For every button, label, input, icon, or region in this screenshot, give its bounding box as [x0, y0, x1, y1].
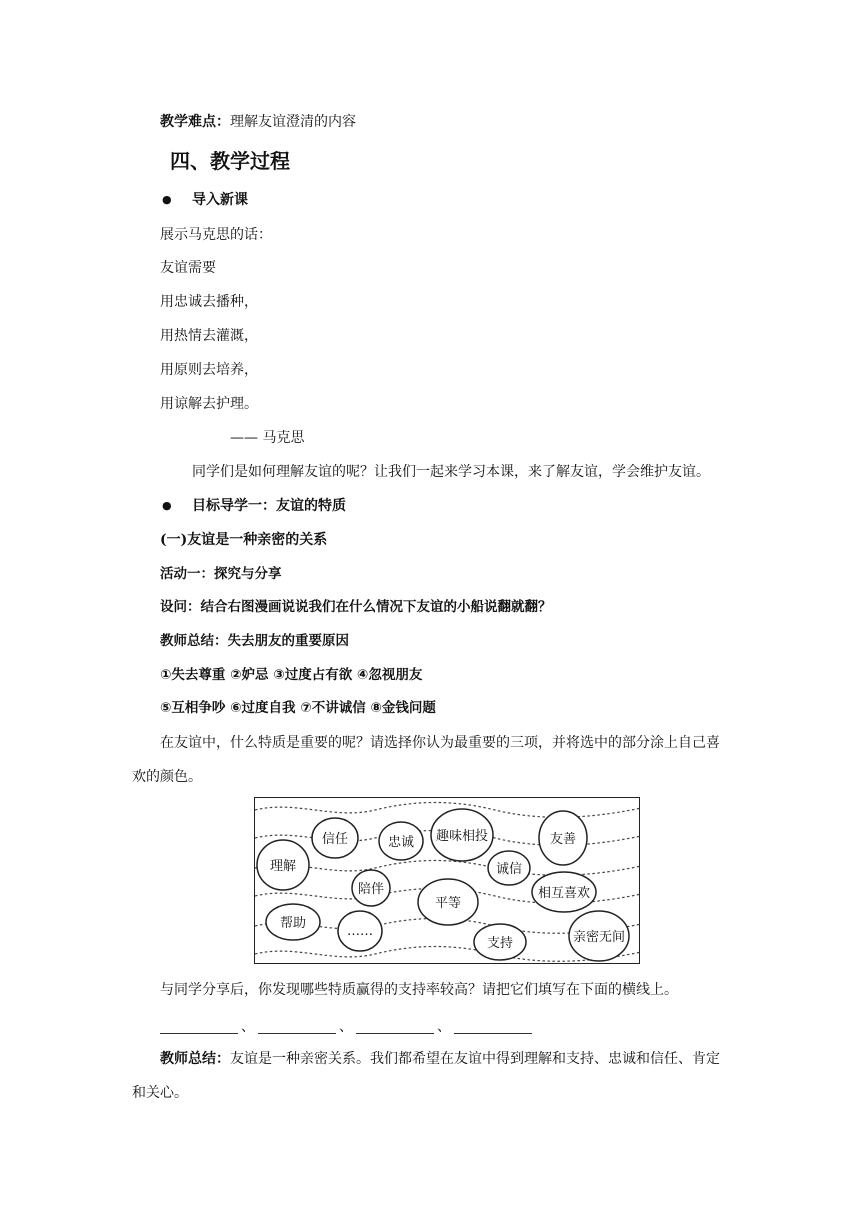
trait-label: 信任	[321, 832, 349, 847]
trait-label: 平等	[434, 896, 462, 911]
bullet-dot: ●	[162, 193, 172, 206]
answer-blanks	[160, 1017, 532, 1037]
share-paragraph: 与同学分享后，你发现哪些特质赢得的支持率较高？请把它们填写在下面的横线上。	[160, 982, 678, 998]
intro-paragraph: 同学们是如何理解友谊的呢？让我们一起来学习本课，来了解友谊，学会维护友谊。	[192, 464, 710, 480]
teacher-summary-label: 教师总结：	[160, 1051, 230, 1067]
teacher-summary-text: 友谊是一种亲密关系。我们都希望在友谊中得到理解和支持、忠诚和信任、肯定和关心。	[132, 1051, 720, 1101]
answer-blank[interactable]	[258, 1021, 336, 1034]
poem-attribution: —— 马克思	[230, 430, 305, 446]
trait-label: 友善	[549, 832, 577, 847]
task-paragraph: 在友谊中，什么特质是重要的呢？请选择你认为最重要的三项，并将选中的部分涂上自己喜欢的颜色。	[132, 735, 720, 785]
trait-label: 诚信	[495, 862, 523, 877]
traits-figure	[254, 797, 640, 964]
intro-bullet-title: 导入新课	[192, 192, 248, 208]
subsection-title: (一)友谊是一种亲密的关系	[160, 532, 328, 548]
activity-title: 活动一：探究与分享	[160, 566, 282, 582]
question-text: 设问：结合右图漫画说说我们在什么情况下友谊的小船说翻就翻？	[160, 599, 552, 615]
trait-label: 理解	[269, 859, 297, 874]
traits-figure-svg	[255, 798, 641, 965]
trait-label: 相互喜欢	[537, 886, 591, 901]
reasons-row-1: ①失去尊重 ②妒忌 ③过度占有欲 ④忽视朋友	[160, 667, 423, 683]
intro-lead: 展示马克思的话：	[160, 227, 272, 243]
teacher-summary	[132, 1042, 732, 1110]
trait-label: 支持	[486, 936, 514, 951]
blank-separator: 、	[339, 1019, 353, 1035]
difficulty-text: 理解友谊澄清的内容	[230, 114, 356, 130]
blank-separator: 、	[437, 1019, 451, 1035]
trait-label: 趣味相投	[435, 829, 489, 844]
trait-label: ……	[347, 924, 373, 939]
answer-blank[interactable]	[356, 1021, 434, 1034]
poem-line: 友谊需要	[160, 260, 216, 276]
bullet-dot: ●	[162, 499, 172, 512]
reasons-row-2: ⑤互相争吵 ⑥过度自我 ⑦不讲诚信 ⑧金钱问题	[160, 700, 436, 716]
poem-line: 用热情去灌溉，	[160, 328, 258, 344]
answer-blank[interactable]	[160, 1021, 238, 1034]
trait-label: 亲密无间	[572, 930, 626, 945]
section-title: 四、教学过程	[170, 149, 290, 173]
trait-label: 帮助	[279, 916, 307, 931]
answer-blank[interactable]	[454, 1021, 532, 1034]
difficulty-line	[160, 112, 356, 132]
trait-label: 忠诚	[387, 835, 415, 850]
poem-line: 用谅解去护理。	[160, 396, 258, 412]
trait-label: 陪伴	[357, 882, 385, 897]
blank-separator: 、	[241, 1019, 255, 1035]
poem-line: 用忠诚去播种，	[160, 294, 258, 310]
goal1-bullet-title: 目标导学一：友谊的特质	[192, 498, 346, 514]
poem-line: 用原则去培养，	[160, 362, 258, 378]
difficulty-label: 教学难点：	[160, 114, 230, 130]
summary-title: 教师总结：失去朋友的重要原因	[160, 633, 349, 649]
